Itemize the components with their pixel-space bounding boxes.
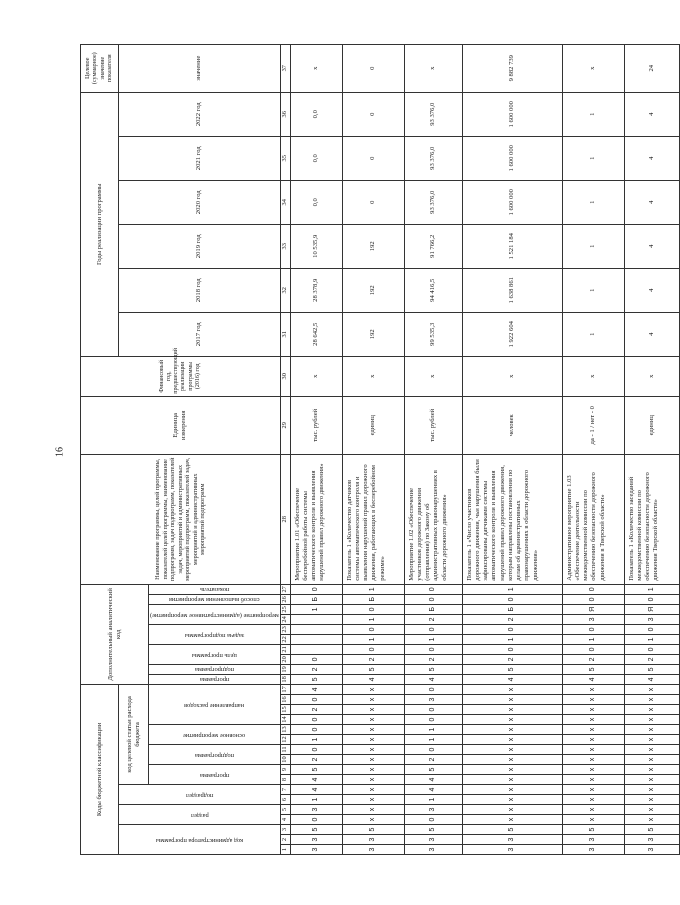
admin-code-header: код администратора программы: [119, 825, 281, 855]
column-number: 29: [280, 396, 290, 454]
row-year-value: 0,0: [290, 92, 342, 136]
code-digit-cell: х: [342, 805, 404, 815]
code-digit-cell: х: [562, 755, 624, 765]
code-digit-cell: 2: [404, 654, 462, 664]
code-digit-cell: 2: [462, 654, 562, 664]
row-target: х: [290, 44, 342, 92]
code-digit-cell: 2: [342, 654, 404, 664]
code-digit-cell: х: [462, 715, 562, 725]
year-2019-header: 2019 год: [119, 224, 281, 268]
code-digit-cell: х: [562, 765, 624, 775]
code-digit-cell: 3: [290, 805, 342, 815]
column-number: 36: [280, 92, 290, 136]
code-digit-cell: 5: [404, 664, 462, 674]
an-indicator-subheader: показатель: [149, 584, 281, 594]
row-year-value: 0: [342, 136, 404, 180]
code-digit-cell: 0: [462, 644, 562, 654]
row-year-value: 192: [342, 224, 404, 268]
page-number: 16: [54, 447, 66, 457]
row-year-value: 1 600 000: [462, 92, 562, 136]
code-digit-cell: 1: [404, 634, 462, 644]
code-digit-cell: х: [462, 795, 562, 805]
code-digit-cell: [290, 614, 342, 624]
code-digit-cell: 4: [562, 674, 624, 684]
code-digit-cell: 1: [462, 584, 562, 594]
column-number: 16: [281, 696, 289, 703]
row-unit: единиц: [342, 396, 404, 454]
code-digit-cell: х: [462, 745, 562, 755]
code-digit-cell: 0: [404, 745, 462, 755]
column-number: 8: [280, 775, 290, 785]
code-digit-cell: 2: [290, 755, 342, 765]
code-digit-cell: х: [624, 684, 679, 694]
column-number: 26: [281, 596, 289, 603]
row-name: Показатель 1 «Число участников дорожного движения, чьи нарушения были зафиксированы датчиками системы автоматического контроля и выявления нарушений правил дорожного движения, которым направлены постановления по делам об административных правонарушениях в области дорожного движения»: [462, 454, 562, 584]
code-digit-cell: 0: [624, 594, 679, 604]
code-digit-cell: х: [342, 755, 404, 765]
row-fin-year: х: [290, 356, 342, 396]
row-unit: да - 1 / нет - 0: [562, 396, 624, 454]
row-name: Мероприятие 1.02 «Обеспечение участников дорожного движения (отправления) по Закону об административных правонарушениях в области дорожного движения»: [404, 454, 462, 584]
target-header: Целевое (суммарное) значение показателя: [81, 44, 119, 92]
table-row: [562, 44, 624, 854]
column-number: 20: [281, 656, 289, 663]
code-digit-cell: 3: [562, 835, 624, 845]
code-digit-cell: 0: [404, 684, 462, 694]
column-number: 24: [281, 616, 289, 623]
row-year-value: 192: [342, 268, 404, 312]
code-digit-cell: х: [624, 725, 679, 735]
code-digit-cell: 3: [562, 614, 624, 624]
code-digit-cell: Я: [624, 604, 679, 614]
code-digit-cell: 1: [404, 725, 462, 735]
an-program-subheader: программа: [149, 674, 281, 684]
column-number: 33: [280, 224, 290, 268]
code-digit-cell: 5: [290, 674, 342, 684]
code-digit-cell: 4: [290, 684, 342, 694]
code-digit-cell: х: [342, 775, 404, 785]
row-name: Показатель 1 «Количество заседаний межведомственной комиссии по обеспечению безопасности дорожного движения Тверской области»: [624, 454, 679, 584]
column-number: 37: [280, 44, 290, 92]
row-unit: тыс. рублей: [290, 396, 342, 454]
row-year-value: 4: [624, 268, 679, 312]
row-year-value: 28 378,9: [290, 268, 342, 312]
code-digit-cell: 0: [462, 624, 562, 634]
row-year-value: 0: [342, 92, 404, 136]
code-digit-cell: х: [462, 735, 562, 745]
year-2020-header: 2020 год: [119, 180, 281, 224]
column-number: 22: [281, 636, 289, 643]
an-goal-subheader: цель программы: [149, 644, 281, 664]
row-year-value: 1: [562, 312, 624, 356]
row-year-value: 93 376,0: [404, 136, 462, 180]
column-number: 10: [281, 756, 289, 763]
code-digit-cell: х: [562, 684, 624, 694]
code-digit-cell: х: [562, 695, 624, 705]
code-digit-cell: 1: [342, 614, 404, 624]
subprogram-subheader: подпрограмма: [149, 745, 281, 765]
code-digit-cell: х: [462, 695, 562, 705]
code-digit-cell: 2: [290, 664, 342, 674]
column-number-row: [280, 44, 290, 854]
analytic-code-header: Дополнительный аналитический код: [81, 584, 149, 684]
code-digit-cell: 3: [624, 835, 679, 845]
code-digit-cell: х: [624, 705, 679, 715]
code-digit-cell: х: [342, 715, 404, 725]
code-digit-cell: х: [624, 695, 679, 705]
expense-direction-subheader: направление расходов: [149, 684, 281, 724]
row-year-value: 28 642,5: [290, 312, 342, 356]
program-subheader: программа: [149, 765, 281, 785]
years-group-header: Годы реализации программы: [81, 92, 119, 356]
code-digit-cell: 5: [462, 825, 562, 835]
code-digit-cell: 2: [404, 755, 462, 765]
code-digit-cell: х: [562, 805, 624, 815]
code-digit-cell: х: [342, 705, 404, 715]
row-year-value: 1: [562, 136, 624, 180]
code-digit-cell: х: [562, 815, 624, 825]
code-digit-cell: х: [562, 785, 624, 795]
code-digit-cell: 0: [562, 594, 624, 604]
code-digit-cell: х: [624, 765, 679, 775]
row-fin-year: х: [462, 356, 562, 396]
code-digit-cell: [290, 644, 342, 654]
row-year-value: 1 600 000: [462, 180, 562, 224]
code-digit-cell: 0: [342, 644, 404, 654]
row-year-value: 1 638 861: [462, 268, 562, 312]
row-fin-year: х: [562, 356, 624, 396]
row-year-value: 1 600 000: [462, 136, 562, 180]
code-digit-cell: 3: [404, 805, 462, 815]
row-year-value: 4: [624, 136, 679, 180]
code-digit-cell: 0: [404, 584, 462, 594]
code-digit-cell: 3: [290, 835, 342, 845]
row-unit: тыс. рублей: [404, 396, 462, 454]
section-header: раздел: [119, 805, 281, 825]
code-digit-cell: х: [342, 765, 404, 775]
column-number: 35: [280, 136, 290, 180]
code-digit-cell: х: [562, 705, 624, 715]
row-year-value: 4: [624, 224, 679, 268]
code-digit-cell: 1: [342, 584, 404, 594]
code-digit-cell: 5: [342, 825, 404, 835]
code-digit-cell: 0: [404, 594, 462, 604]
code-digit-cell: 2: [562, 654, 624, 664]
code-digit-cell: х: [562, 725, 624, 735]
an-subprogram-subheader: подпрограмма: [149, 664, 281, 674]
row-fin-year: х: [342, 356, 404, 396]
code-digit-cell: 5: [624, 664, 679, 674]
code-digit-cell: х: [562, 795, 624, 805]
year-2022-header: 2022 год: [119, 92, 281, 136]
code-digit-cell: 4: [342, 674, 404, 684]
code-digit-cell: 5: [462, 664, 562, 674]
code-digit-cell: х: [624, 805, 679, 815]
table-row: [290, 44, 342, 854]
code-digit-cell: 5: [404, 765, 462, 775]
column-number: 27: [281, 586, 289, 593]
code-digit-cell: [290, 624, 342, 634]
code-digit-cell: х: [342, 795, 404, 805]
code-digit-cell: 3: [342, 845, 404, 855]
column-number: 23: [281, 626, 289, 633]
row-year-value: 0,0: [290, 136, 342, 180]
year-2018-header: 2018 год: [119, 268, 281, 312]
code-digit-cell: 4: [404, 775, 462, 785]
row-year-value: 4: [624, 180, 679, 224]
code-digit-cell: 2: [290, 705, 342, 715]
column-number: 6: [280, 795, 290, 805]
code-digit-cell: 4: [404, 785, 462, 795]
code-digit-cell: 4: [462, 674, 562, 684]
code-digit-cell: 4: [290, 775, 342, 785]
code-digit-cell: 1: [462, 634, 562, 644]
column-number: 30: [280, 356, 290, 396]
code-digit-cell: х: [624, 735, 679, 745]
row-year-value: 1 922 604: [462, 312, 562, 356]
code-digit-cell: Б: [290, 594, 342, 604]
code-digit-cell: 0: [404, 624, 462, 634]
code-digit-cell: 0: [624, 624, 679, 634]
column-number: 19: [281, 666, 289, 673]
code-digit-cell: 3: [624, 845, 679, 855]
row-year-value: 93 376,0: [404, 92, 462, 136]
code-digit-cell: х: [462, 785, 562, 795]
code-digit-cell: х: [562, 775, 624, 785]
code-digit-cell: 5: [562, 825, 624, 835]
row-year-value: 1: [562, 268, 624, 312]
column-number: 25: [281, 606, 289, 613]
code-digit-cell: х: [462, 775, 562, 785]
code-digit-cell: 2: [462, 614, 562, 624]
row-fin-year: х: [624, 356, 679, 396]
code-digit-cell: х: [342, 815, 404, 825]
code-digit-cell: х: [462, 684, 562, 694]
code-digit-cell: 1: [342, 634, 404, 644]
code-digit-cell: 5: [562, 664, 624, 674]
row-year-value: 4: [624, 92, 679, 136]
column-number: 31: [280, 312, 290, 356]
table-row: [342, 44, 404, 854]
code-digit-cell: 0: [562, 584, 624, 594]
row-target: х: [562, 44, 624, 92]
row-year-value: 1: [562, 92, 624, 136]
code-digit-cell: х: [342, 735, 404, 745]
row-year-value: 1: [562, 224, 624, 268]
row-target: 24: [624, 44, 679, 92]
code-digit-cell: Б: [342, 594, 404, 604]
code-digit-cell: 3: [404, 695, 462, 705]
row-year-value: 1: [562, 180, 624, 224]
column-number: 12: [281, 736, 289, 743]
code-digit-cell: х: [342, 745, 404, 755]
code-digit-cell: 4: [404, 674, 462, 684]
code-digit-cell: х: [562, 735, 624, 745]
row-year-value: 94 416,5: [404, 268, 462, 312]
code-digit-cell: х: [462, 765, 562, 775]
row-target: 9 882 739: [462, 44, 562, 92]
subsection-header: подраздел: [119, 785, 281, 805]
code-digit-cell: 5: [342, 664, 404, 674]
code-digit-cell: 3: [404, 845, 462, 855]
code-digit-cell: х: [562, 715, 624, 725]
code-digit-cell: 1: [624, 584, 679, 594]
code-digit-cell: 5: [290, 765, 342, 775]
target-value-header: значение: [119, 44, 281, 92]
code-digit-cell: х: [462, 755, 562, 765]
row-target: 0: [342, 44, 404, 92]
column-number: 34: [280, 180, 290, 224]
code-digit-cell: х: [562, 745, 624, 755]
code-digit-cell: 3: [462, 845, 562, 855]
code-digit-cell: х: [342, 785, 404, 795]
code-digit-cell: х: [462, 725, 562, 735]
code-digit-cell: 1: [404, 735, 462, 745]
unit-header: Единица измерения: [81, 396, 281, 454]
code-digit-cell: 1: [562, 634, 624, 644]
code-digit-cell: 5: [624, 825, 679, 835]
column-number: 7: [280, 785, 290, 795]
row-year-value: 0: [342, 180, 404, 224]
expense-code-header: код целевой статьи расхода бюджета: [119, 684, 149, 784]
year-2017-header: 2017 год: [119, 312, 281, 356]
code-digit-cell: 0: [342, 604, 404, 614]
code-digit-cell: 3: [404, 835, 462, 845]
code-digit-cell: 0: [624, 644, 679, 654]
code-digit-cell: х: [624, 785, 679, 795]
code-digit-cell: 0: [404, 644, 462, 654]
column-number: 14: [281, 716, 289, 723]
code-digit-cell: х: [342, 695, 404, 705]
column-number: 28: [280, 454, 290, 584]
code-digit-cell: 1: [290, 795, 342, 805]
code-digit-cell: 0: [562, 624, 624, 634]
code-digit-cell: х: [624, 745, 679, 755]
row-name: Административное мероприятие 1.03 «Обеспечение деятельности межведомственной комиссии по обеспечению безопасности дорожного движения в Тверской области»: [562, 454, 624, 584]
code-digit-cell: 0: [290, 715, 342, 725]
code-digit-cell: 0: [290, 725, 342, 735]
code-digit-cell: 0: [562, 644, 624, 654]
code-digit-cell: х: [624, 755, 679, 765]
column-number: 4: [280, 815, 290, 825]
code-digit-cell: 4: [290, 785, 342, 795]
column-number: 15: [281, 706, 289, 713]
code-digit-cell: Б: [404, 604, 462, 614]
code-digit-cell: х: [462, 805, 562, 815]
row-name: Показатель 1 «Количество датчиков системы автоматического контроля и выявления нарушений правил дорожного движения, работающих в бесперебойном режиме»: [342, 454, 404, 584]
code-digit-cell: х: [624, 775, 679, 785]
an-method-subheader: способ выполнения мероприятия: [149, 594, 281, 604]
code-digit-cell: 5: [290, 825, 342, 835]
code-digit-cell: 0: [404, 705, 462, 715]
code-digit-cell: 3: [342, 835, 404, 845]
column-number: 9: [280, 765, 290, 775]
code-digit-cell: х: [624, 815, 679, 825]
code-digit-cell: х: [342, 684, 404, 694]
code-digit-cell: 0: [404, 815, 462, 825]
code-digit-cell: 0: [404, 715, 462, 725]
code-digit-cell: 3: [290, 845, 342, 855]
name-header: Наименование программы, целей программы, показателей целей программы, наименование подпрограмм, задач подпрограмм, показателей задач, мероприятий и административных мероприятий подпрограмм, показателей задач, мероприятий и административных мероприятий подпрограмм: [81, 454, 281, 584]
column-number: 3: [280, 825, 290, 835]
main-activity-subheader: основное мероприятие: [149, 725, 281, 745]
code-digit-cell: 1: [624, 634, 679, 644]
table-row: [462, 44, 562, 854]
code-digit-cell: х: [342, 725, 404, 735]
code-digit-cell: 0: [290, 695, 342, 705]
column-number: 13: [281, 726, 289, 733]
an-task-subheader: задача подпрограммы: [149, 624, 281, 644]
row-year-value: 4: [624, 312, 679, 356]
program-table: [80, 44, 680, 855]
budget-codes-header: Коды бюджетной классификации: [81, 684, 119, 854]
code-digit-cell: 0: [290, 584, 342, 594]
row-fin-year: х: [404, 356, 462, 396]
row-year-value: 10 535,9: [290, 224, 342, 268]
code-digit-cell: [290, 634, 342, 644]
code-digit-cell: 0: [290, 745, 342, 755]
fin-year-header: Финансовый год, предшествующий реализации программы (2016) год: [81, 356, 281, 396]
table-row: [404, 44, 462, 854]
code-digit-cell: Б: [462, 604, 562, 614]
code-digit-cell: Я: [562, 604, 624, 614]
code-digit-cell: 1: [404, 795, 462, 805]
row-year-value: 99 535,3: [404, 312, 462, 356]
code-digit-cell: 0: [290, 654, 342, 664]
row-year-value: 192: [342, 312, 404, 356]
row-year-value: 0,0: [290, 180, 342, 224]
row-year-value: 91 766,2: [404, 224, 462, 268]
code-digit-cell: 1: [290, 604, 342, 614]
code-digit-cell: 2: [404, 614, 462, 624]
rotated-table-wrapper: [80, 52, 660, 855]
column-number: 11: [281, 746, 289, 753]
row-year-value: 1 521 184: [462, 224, 562, 268]
code-digit-cell: 3: [624, 614, 679, 624]
column-number: 5: [280, 805, 290, 815]
code-digit-cell: 5: [404, 825, 462, 835]
year-2021-header: 2021 год: [119, 136, 281, 180]
code-digit-cell: 4: [624, 674, 679, 684]
code-digit-cell: 0: [290, 815, 342, 825]
code-digit-cell: х: [624, 795, 679, 805]
code-digit-cell: 0: [462, 594, 562, 604]
an-activity-subheader: мероприятие (административное мероприятие): [149, 604, 281, 624]
table-row: [624, 44, 679, 854]
code-digit-cell: 1: [290, 735, 342, 745]
code-digit-cell: 3: [562, 845, 624, 855]
code-digit-cell: 2: [624, 654, 679, 664]
column-number: 17: [281, 686, 289, 693]
row-target: х: [404, 44, 462, 92]
code-digit-cell: х: [462, 705, 562, 715]
row-unit: человек: [462, 396, 562, 454]
code-digit-cell: х: [624, 715, 679, 725]
column-number: 18: [281, 676, 289, 683]
column-number: 1: [280, 845, 290, 855]
row-year-value: 93 376,0: [404, 180, 462, 224]
row-unit: единиц: [624, 396, 679, 454]
column-number: 2: [280, 835, 290, 845]
code-digit-cell: 0: [342, 624, 404, 634]
row-name: Мероприятие 1.01 «Обеспечение бесперебойной работы системы автоматического контроля и выявления нарушений правил дорожного движения»: [290, 454, 342, 584]
column-number: 32: [280, 268, 290, 312]
column-number: 21: [281, 646, 289, 653]
code-digit-cell: 3: [462, 835, 562, 845]
code-digit-cell: х: [462, 815, 562, 825]
